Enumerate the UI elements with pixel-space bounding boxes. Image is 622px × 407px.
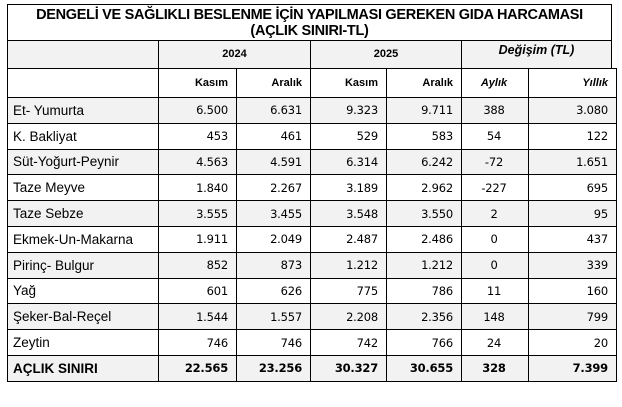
cell-monthly: -227	[462, 175, 529, 201]
cell-dec-2025: 766	[387, 330, 462, 356]
row-label: K. Bakliyat	[8, 123, 159, 149]
year-header-row	[7, 40, 612, 69]
cell-nov-2024: 6.500	[159, 98, 237, 124]
column-header-dec-2025: Aralık	[387, 69, 462, 98]
cell-monthly: 148	[462, 304, 529, 330]
total-label: AÇLIK SINIRI	[8, 355, 159, 381]
total-nov-2025: 30.327	[311, 355, 387, 381]
title-line-2: (AÇLIK SINIRI-TL)	[250, 23, 369, 39]
cell-nov-2024: 746	[159, 330, 237, 356]
title-line-1: DENGELİ VE SAĞLIKLI BESLENME İÇİN YAPILMASI GEREKEN GIDA HARCAMASI	[36, 7, 583, 23]
table-row	[8, 226, 617, 252]
cell-monthly: 0	[462, 226, 529, 252]
cell-yearly: 122	[529, 123, 617, 149]
table-row	[8, 278, 617, 304]
cell-nov-2025: 3.189	[311, 175, 387, 201]
cell-yearly: 1.651	[529, 149, 617, 175]
total-yearly: 7.399	[529, 355, 617, 381]
column-header-row	[8, 69, 617, 98]
cell-dec-2024: 1.557	[237, 304, 311, 330]
row-label: Pirinç- Bulgur	[8, 252, 159, 278]
year-header-2025: 2025	[310, 41, 461, 68]
cell-dec-2024: 2.049	[237, 226, 311, 252]
total-monthly: 328	[462, 355, 529, 381]
cell-nov-2025: 742	[311, 330, 387, 356]
cell-yearly: 160	[529, 278, 617, 304]
cell-dec-2025: 2.356	[387, 304, 462, 330]
row-label: Şeker-Bal-Reçel	[8, 304, 159, 330]
table-row	[8, 123, 617, 149]
row-label: Zeytin	[8, 330, 159, 356]
cell-monthly: 2	[462, 201, 529, 227]
total-dec-2024: 23.256	[237, 355, 311, 381]
cell-monthly: 11	[462, 278, 529, 304]
column-header-nov-2024: Kasım	[159, 69, 237, 98]
cell-dec-2024: 6.631	[237, 98, 311, 124]
cell-dec-2025: 9.711	[387, 98, 462, 124]
cell-dec-2024: 626	[237, 278, 311, 304]
table-row	[8, 304, 617, 330]
cell-yearly: 437	[529, 226, 617, 252]
table-row	[8, 330, 617, 356]
total-dec-2025: 30.655	[387, 355, 462, 381]
cell-nov-2024: 3.555	[159, 201, 237, 227]
cell-monthly: -72	[462, 149, 529, 175]
cell-nov-2025: 6.314	[311, 149, 387, 175]
cell-nov-2025: 2.208	[311, 304, 387, 330]
cell-dec-2025: 2.962	[387, 175, 462, 201]
cell-dec-2024: 461	[237, 123, 311, 149]
row-label: Et- Yumurta	[8, 98, 159, 124]
cell-nov-2024: 453	[159, 123, 237, 149]
cell-dec-2025: 786	[387, 278, 462, 304]
table-row	[8, 175, 617, 201]
cell-dec-2024: 746	[237, 330, 311, 356]
cell-nov-2025: 3.548	[311, 201, 387, 227]
cell-monthly: 0	[462, 252, 529, 278]
column-header-nov-2025: Kasım	[311, 69, 387, 98]
row-label: Süt-Yoğurt-Peynir	[8, 149, 159, 175]
cell-monthly: 54	[462, 123, 529, 149]
table-row	[8, 252, 617, 278]
cell-dec-2025: 2.486	[387, 226, 462, 252]
column-header-monthly: Aylık	[462, 69, 529, 98]
table-title	[7, 4, 612, 40]
cell-nov-2024: 1.911	[159, 226, 237, 252]
cell-nov-2025: 1.212	[311, 252, 387, 278]
table-row	[8, 149, 617, 175]
table-row	[8, 98, 617, 124]
row-label: Taze Sebze	[8, 201, 159, 227]
cell-nov-2025: 775	[311, 278, 387, 304]
total-row	[8, 355, 617, 381]
cell-nov-2024: 1.840	[159, 175, 237, 201]
cell-yearly: 95	[529, 201, 617, 227]
year-header-empty	[8, 41, 158, 68]
column-header-dec-2024: Aralık	[237, 69, 311, 98]
cell-dec-2024: 873	[237, 252, 311, 278]
data-table	[7, 68, 617, 382]
change-header: Değişim (TL)	[461, 41, 611, 68]
cell-nov-2024: 601	[159, 278, 237, 304]
row-label: Taze Meyve	[8, 175, 159, 201]
cell-yearly: 3.080	[529, 98, 617, 124]
cell-dec-2024: 4.591	[237, 149, 311, 175]
total-nov-2024: 22.565	[159, 355, 237, 381]
cell-yearly: 339	[529, 252, 617, 278]
cell-yearly: 695	[529, 175, 617, 201]
cell-monthly: 388	[462, 98, 529, 124]
column-header-yearly: Yıllık	[529, 69, 617, 98]
row-label: Ekmek-Un-Makarna	[8, 226, 159, 252]
cell-dec-2025: 3.550	[387, 201, 462, 227]
year-header-2024: 2024	[158, 41, 310, 68]
cell-yearly: 799	[529, 304, 617, 330]
cell-nov-2025: 529	[311, 123, 387, 149]
cell-nov-2025: 9.323	[311, 98, 387, 124]
row-label: Yağ	[8, 278, 159, 304]
cell-monthly: 24	[462, 330, 529, 356]
cell-dec-2025: 583	[387, 123, 462, 149]
table-row	[8, 201, 617, 227]
cell-yearly: 20	[529, 330, 617, 356]
cell-dec-2024: 3.455	[237, 201, 311, 227]
cell-nov-2024: 852	[159, 252, 237, 278]
cell-nov-2024: 4.563	[159, 149, 237, 175]
cell-dec-2025: 1.212	[387, 252, 462, 278]
column-header-empty	[8, 69, 159, 98]
cell-dec-2024: 2.267	[237, 175, 311, 201]
cell-dec-2025: 6.242	[387, 149, 462, 175]
cell-nov-2025: 2.487	[311, 226, 387, 252]
cell-nov-2024: 1.544	[159, 304, 237, 330]
